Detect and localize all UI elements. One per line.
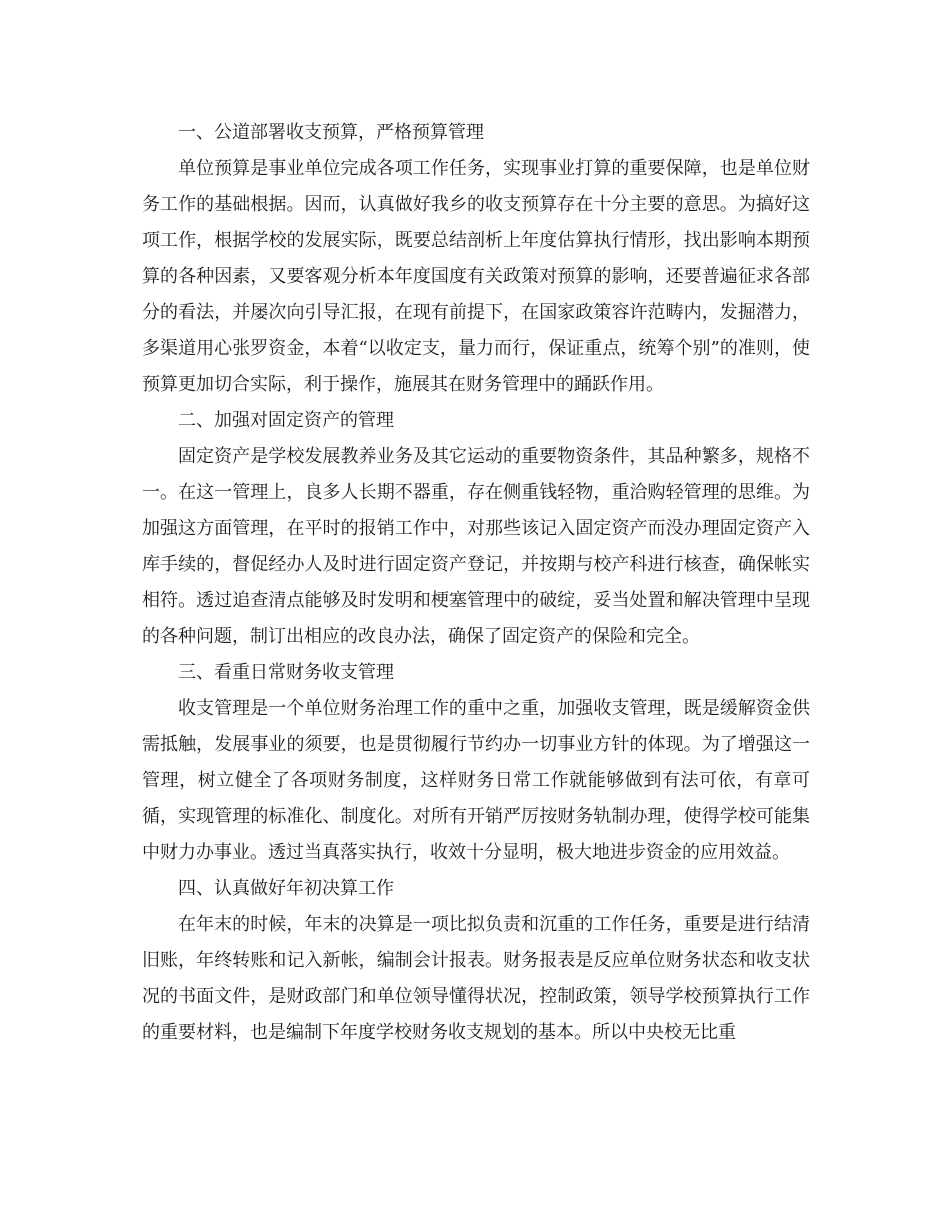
section-heading-3: 三、看重日常财务收支管理 [178, 662, 394, 683]
section-heading-1: 一、公道部署收支预算，严格预算管理 [178, 122, 484, 143]
document-body [142, 115, 810, 1051]
section-paragraph-1: 单位预算是事业单位完成各项工作任务，实现事业打算的重要保障，也是单位财务工作的基础根据。因而，认真做好我乡的收支预算存在十分主要的意思。为搞好这项工作，根据学校的发展实际，既要总结剖析上年度估算执行情形，找出影响本期预算的各种因素，又要客观分析本年度国度有关政策对预算的影响，还要普遍征求各部分的看法，并屡次向引导汇报，在现有前提下，在国家政策容许范畴内，发掘潜力，多渠道用心张罗资金，本着“以收定支，量力而行，保证重点，统筹个别”的准则，使预算更加切合实际，利于操作，施展其在财务管理中的踊跃作用。 [142, 158, 810, 395]
section-heading-2: 二、加强对固定资产的管理 [178, 410, 394, 431]
section-paragraph-4: 在年末的时候，年末的决算是一项比拟负责和沉重的工作任务，重要是进行结清旧账，年终转账和记入新帐，编制会计报表。财务报表是反应单位财务状态和收支状况的书面文件，是财政部门和单位领导懂得状况，控制政策，领导学校预算执行工作的重要材料，也是编制下年度学校财务收支规划的基本。所以中央校无比重 [142, 914, 810, 1043]
section-paragraph-2: 固定资产是学校发展教养业务及其它运动的重要物资条件，其品种繁多，规格不一。在这一管理上，良多人长期不器重，存在侧重钱轻物，重洽购轻管理的思维。为加强这方面管理，在平时的报销工作中，对那些该记入固定资产而没办理固定资产入库手续的，督促经办人及时进行固定资产登记，并按期与校产科进行核查，确保帐实相符。透过追查清点能够及时发明和梗塞管理中的破绽，妥当处置和解决管理中呈现的各种问题，制订出相应的改良办法，确保了固定资产的保险和完全。 [142, 446, 810, 647]
section-heading-4: 四、认真做好年初决算工作 [178, 878, 394, 899]
section-paragraph-3: 收支管理是一个单位财务治理工作的重中之重，加强收支管理，既是缓解资金供需抵触，发展事业的须要，也是贯彻履行节约办一切事业方针的体现。为了增强这一管理，树立健全了各项财务制度，这样财务日常工作就能够做到有法可依，有章可循，实现管理的标准化、制度化。对所有开销严厉按财务轨制办理，使得学校可能集中财力办事业。透过当真落实执行，收效十分显明，极大地进步资金的应用效益。 [142, 698, 810, 863]
